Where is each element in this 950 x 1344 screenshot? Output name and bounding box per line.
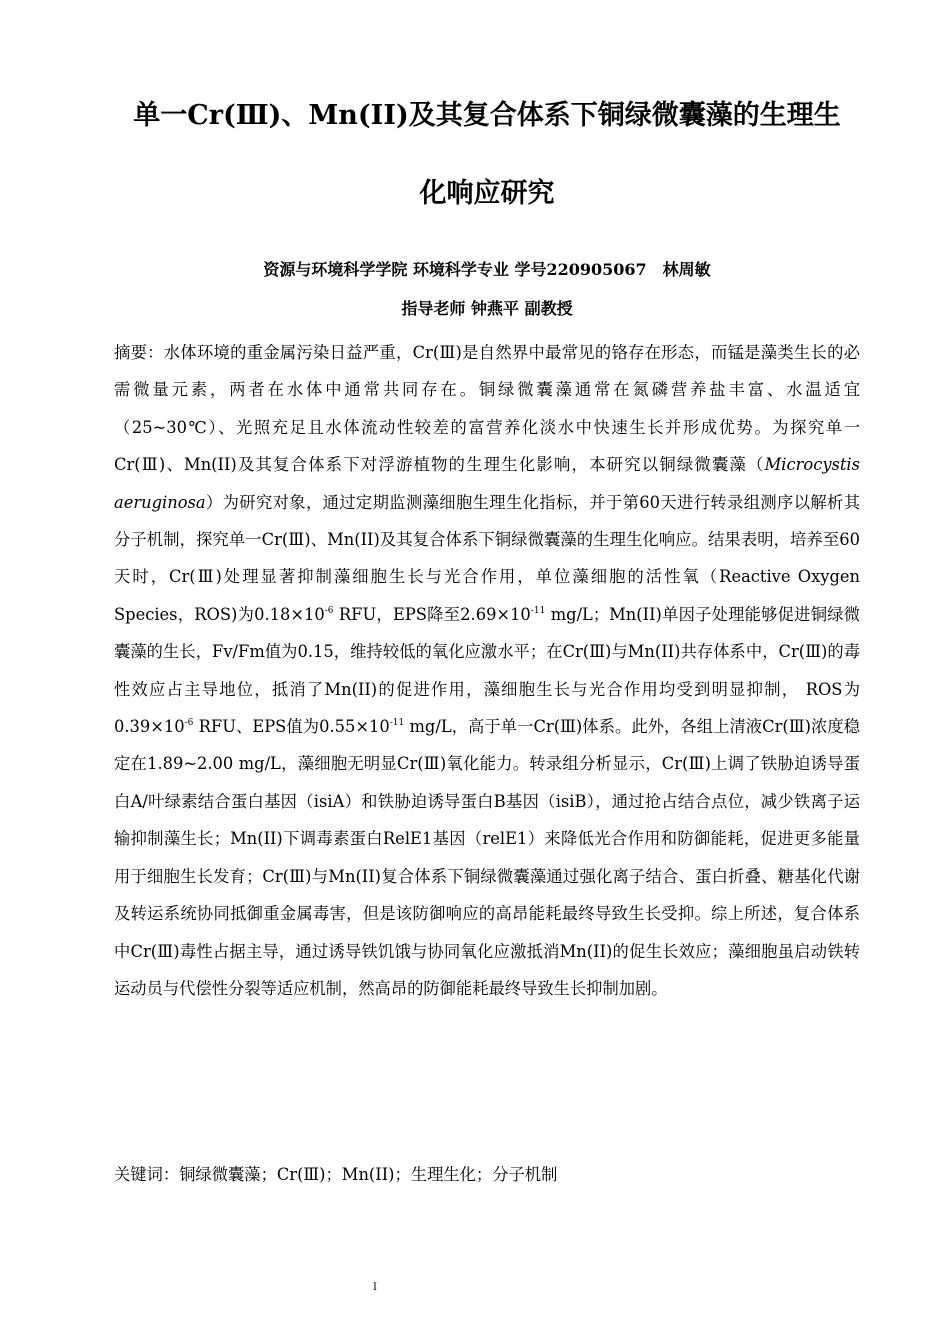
abstract-paragraph: [114, 334, 860, 1007]
keyword-item: 生理生化: [410, 1165, 476, 1184]
keywords-label: 关键词：: [114, 1165, 180, 1184]
abstract-text-1: 水体环境的重金属污染日益严重，Cr(Ⅲ)是自然界中最常见的铬存在形态，而锰是藻类生长的必需微量元素，两者在水体中通常共同存在。铜绿微囊藻通常在氮磷营养盐丰富、水温适宜（25~30℃）、光照充足且水体流动性较差的富营养化淡水中快速生长并形成优势。为探究单一Cr(Ⅲ)、Mn(II)及其复合体系下对浮游植物的生理生化影响，本研究以铜绿微囊藻（: [114, 343, 860, 475]
exponent-4: -11: [389, 718, 405, 729]
keywords-line: [114, 1160, 860, 1190]
species-name: Microcystis aeruginosa: [114, 455, 860, 512]
advisor-line: 指导老师 钟燕平 副教授: [401, 299, 573, 318]
keyword-item: ；Cr(Ⅲ)；Mn(II)；: [260, 1165, 411, 1184]
exponent-2: -11: [530, 605, 546, 616]
abstract-text-3: RFU，EPS降至2.69×10: [333, 604, 531, 624]
page-number: I: [373, 1282, 377, 1293]
keyword-item: ；: [475, 1165, 493, 1184]
abstract-text-5: RFU、EPS值为0.55×10: [193, 717, 390, 737]
paper-title-line-1: 单一Cr(Ⅲ)、Mn(II)及其复合体系下铜绿微囊藻的生理生: [133, 100, 841, 131]
abstract-text-2: ）为研究对象，通过定期监测藻细胞生理生化指标，并于第60天进行转录组测序以解析其分子机制，探究单一Cr(Ⅲ)、Mn(II)及其复合体系下铜绿微囊藻的生理生化响应。结果表明，培养至60天时，Cr(Ⅲ)处理显著抑制藻细胞生长与光合作用，单位藻细胞的活性氧（Reactive Oxygen Species，ROS)为0.18×10: [114, 492, 860, 624]
exponent-1: -6: [324, 605, 334, 616]
abstract-text-4: mg/L；Mn(II)单因子处理能够促进铜绿微囊藻的生长，Fv/Fm值为0.15，维持较低的氧化应激水平；在Cr(Ⅲ)与Mn(II)共存体系中，Cr(Ⅲ)的毒性效应占主导地位，抵消了Mn(II)的促进作用，藻细胞生长与光合作用均受到明显抑制， ROS为0.39×10: [114, 604, 860, 737]
abstract-label: 摘要：: [114, 343, 164, 362]
exponent-3: -6: [184, 718, 194, 729]
author-affiliation: 资源与环境科学学院 环境科学专业 学号220905067 林周敏: [263, 260, 711, 279]
keyword-item: 分子机制: [492, 1165, 558, 1184]
abstract-text-6: mg/L，高于单一Cr(Ⅲ)体系。此外，各组上清液Cr(Ⅲ)浓度稳定在1.89~2.00 mg/L，藻细胞无明显Cr(Ⅲ)氧化能力。转录组分析显示，Cr(Ⅲ)上调了铁胁迫诱导蛋白A/叶绿素结合蛋白基因（isiA）和铁胁迫诱导蛋白B基因（isiB），通过抢占结合点位，减少铁离子运输抑制藻生长；Mn(II)下调毒素蛋白RelE1基因（relE1）来降低光合作用和防御能耗，促进更多能量用于细胞生长发育；Cr(Ⅲ)与Mn(II)复合体系下铜绿微囊藻通过强化离子结合、蛋白折叠、糖基化代谢及转运系统协同抵御重金属毒害，但是该防御响应的高昂能耗最终导致生长受抑。综上所述，复合体系中Cr(Ⅲ)毒性占据主导，通过诱导铁饥饿与协同氧化应激抵消Mn(II)的促生长效应；藻细胞虽启动铁转运动员与代偿性分裂等适应机制，然高昂的防御能耗最终导致生长抑制加剧。: [114, 717, 860, 998]
keyword-item: 铜绿微囊藻: [179, 1165, 261, 1184]
paper-title-line-2: 化响应研究: [419, 178, 555, 209]
